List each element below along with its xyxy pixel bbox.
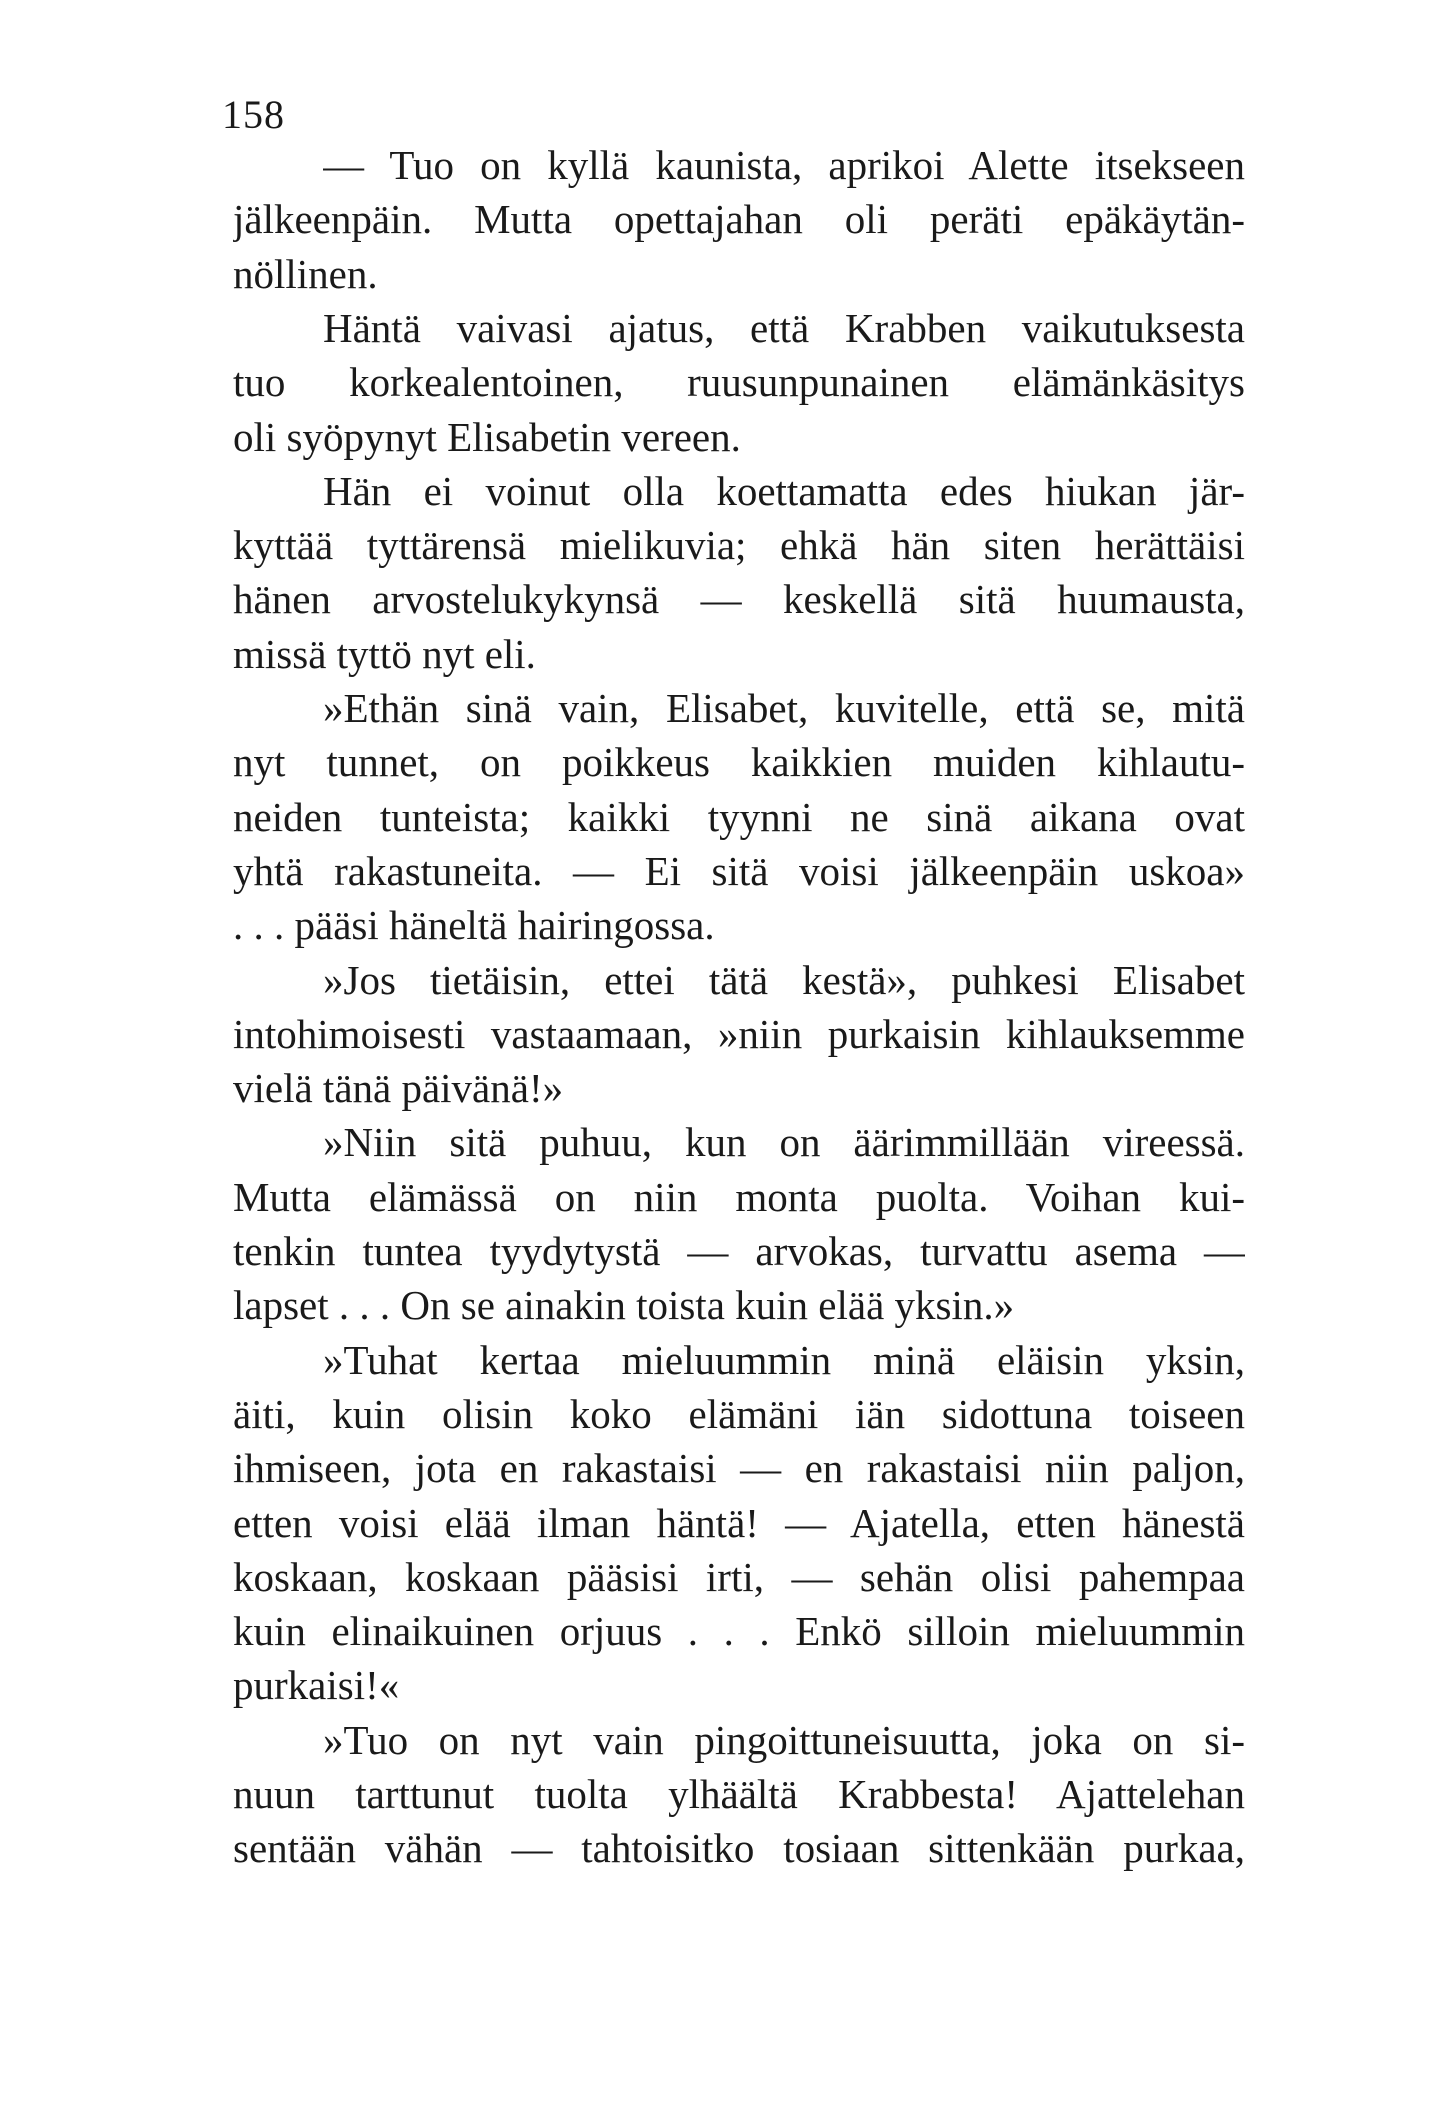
text-line: äiti, kuin olisin koko elämäni iän sidottuna toiseen (233, 1391, 1245, 1437)
text-line: jälkeenpäin. Mutta opettajahan oli peräti epäkäytän- (233, 196, 1245, 242)
text-line: intohimoisesti vastaamaan, »niin purkaisin kihlauksemme (233, 1011, 1245, 1057)
text-line: neiden tunteista; kaikki tyynni ne sinä aikana ovat (233, 794, 1245, 840)
text-line: Hän ei voinut olla koettamatta edes hiukan jär- (323, 468, 1245, 514)
text-line: missä tyttö nyt eli. (233, 631, 536, 677)
text-line: hänen arvostelukykynsä — keskellä sitä huumausta, (233, 576, 1245, 622)
text-line: . . . pääsi häneltä hairingossa. (233, 902, 715, 948)
text-line: nuun tarttunut tuolta ylhäältä Krabbesta! Ajattelehan (233, 1771, 1245, 1817)
text-line: nöllinen. (233, 251, 378, 297)
text-line: »Tuo on nyt vain pingoittuneisuutta, joka on si- (323, 1717, 1245, 1763)
text-line: oli syöpynyt Elisabetin vereen. (233, 414, 741, 460)
text-line: etten voisi elää ilman häntä! — Ajatella, etten hänestä (233, 1500, 1245, 1546)
page-number: 158 (222, 92, 285, 137)
text-line: vielä tänä päivänä!» (233, 1065, 564, 1111)
text-line: tenkin tuntea tyydytystä — arvokas, turvattu asema — (233, 1228, 1245, 1274)
text-line: Häntä vaivasi ajatus, että Krabben vaikutuksesta (323, 305, 1245, 351)
text-line: yhtä rakastuneita. — Ei sitä voisi jälkeenpäin uskoa» (233, 848, 1245, 894)
text-line: »Ethän sinä vain, Elisabet, kuvitelle, että se, mitä (323, 685, 1245, 731)
text-line: »Tuhat kertaa mieluummin minä eläisin yksin, (323, 1337, 1245, 1383)
text-line: »Niin sitä puhuu, kun on äärimmillään vireessä. (323, 1119, 1245, 1165)
text-line: purkaisi!« (233, 1662, 400, 1708)
text-line: ihmiseen, jota en rakastaisi — en rakastaisi niin paljon, (233, 1445, 1245, 1491)
text-line: kyttää tyttärensä mielikuvia; ehkä hän siten herättäisi (233, 522, 1245, 568)
text-line: kuin elinaikuinen orjuus . . . Enkö silloin mieluummin (233, 1608, 1245, 1654)
text-line: nyt tunnet, on poikkeus kaikkien muiden kihlautu- (233, 739, 1245, 785)
text-line: — Tuo on kyllä kaunista, aprikoi Alette itsekseen (323, 142, 1245, 188)
text-line: koskaan, koskaan pääsisi irti, — sehän olisi pahempaa (233, 1554, 1245, 1600)
text-line: tuo korkealentoinen, ruusunpunainen elämänkäsitys (233, 359, 1245, 405)
text-line: lapset . . . On se ainakin toista kuin elää yksin.» (233, 1282, 1015, 1328)
text-line: Mutta elämässä on niin monta puolta. Voihan kui- (233, 1174, 1245, 1220)
text-line: »Jos tietäisin, ettei tätä kestä», puhkesi Elisabet (323, 957, 1245, 1003)
text-line: sentään vähän — tahtoisitko tosiaan sittenkään purkaa, (233, 1825, 1245, 1871)
